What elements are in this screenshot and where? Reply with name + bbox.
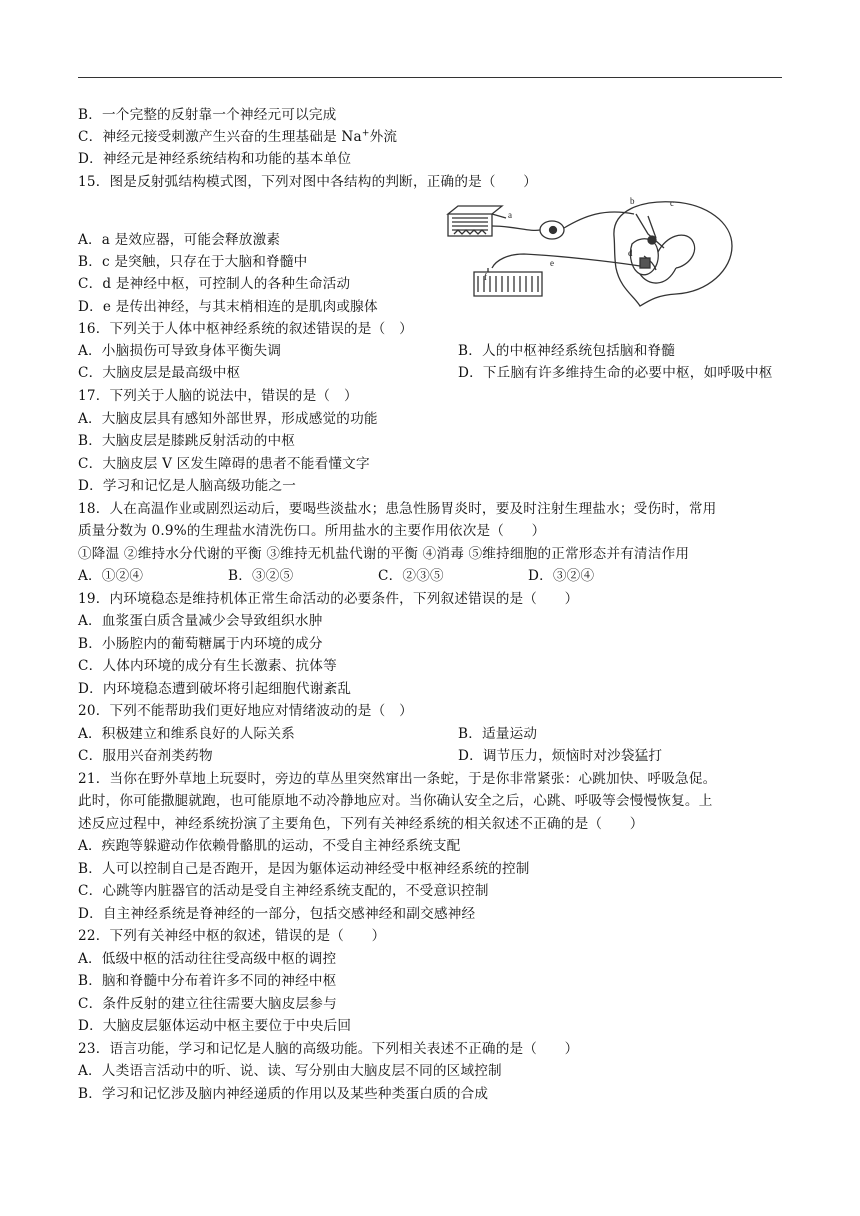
q16-option-d: D．下丘脑有许多维持生命的必要中枢，如呼吸中枢 [458, 365, 773, 381]
q17-option-c: C．大脑皮层 V 区发生障碍的患者不能看懂文字 [78, 456, 370, 472]
q19-option-c: C．人体内环境的成分有生长激素、抗体等 [78, 658, 337, 674]
q20-option-d: D．调节压力，烦恼时对沙袋猛打 [458, 748, 663, 764]
q16-option-b: B．人的中枢神经系统包括脑和脊髓 [458, 343, 676, 359]
q14c-text-end: 外流 [369, 129, 398, 145]
q21-option-d: D．自主神经系统是脊神经的一部分，包括交感神经和副交感神经 [78, 906, 476, 922]
q22-stem: 22．下列有关神经中枢的叙述，错误的是（ ） [78, 928, 386, 944]
q16-stem: 16．下列关于人体中枢神经系统的叙述错误的是（ ） [78, 321, 413, 337]
q19-option-a: A．血浆蛋白质含量减少会导致组织水肿 [78, 613, 323, 629]
q19-option-d: D．内环境稳态遭到破坏将引起细胞代谢紊乱 [78, 681, 352, 697]
q21-stem-1: 21．当你在野外草地上玩耍时，旁边的草丛里突然窜出一条蛇，于是你非常紧张：心跳加快、呼吸急促。 [78, 771, 717, 787]
q18-option-d: D．③②④ [528, 568, 595, 584]
q14-option-b: B．一个完整的反射靠一个神经元可以完成 [78, 107, 337, 123]
q22-option-c: C．条件反射的建立往往需要大脑皮层参与 [78, 996, 337, 1012]
q20-stem: 20．下列不能帮助我们更好地应对情绪波动的是（ ） [78, 703, 413, 719]
fig-label-a: a [508, 210, 512, 220]
q18-options [78, 566, 595, 586]
q15-option-c: C．d 是神经中枢，可控制人的各种生命活动 [78, 276, 351, 292]
fig-label-c: c [670, 198, 674, 208]
q21-stem-2: 此时，你可能撒腿就跑，也可能原地不动冷静地应对。当你确认安全之后，心跳、呼吸等会慢慢恢复。上 [78, 793, 713, 809]
q20-options-cd [78, 746, 663, 766]
q16-option-c: C．大脑皮层是最高级中枢 [78, 365, 241, 381]
q16-options-ab [78, 341, 676, 361]
q14c-text: C．神经元接受刺激产生兴奋的生理基础是 Na [78, 129, 362, 145]
q18-stem-2: 质量分数为 0.9%的生理盐水清洗伤口。所用盐水的主要作用依次是（ ） [78, 523, 546, 539]
q23-option-a: A．人类语言活动中的听、说、读、写分别由大脑皮层不同的区域控制 [78, 1063, 502, 1079]
q21-option-a: A．疾跑等躲避动作依赖骨骼肌的运动，不受自主神经系统支配 [78, 838, 461, 854]
q19-option-b: B．小肠腔内的葡萄糖属于内环境的成分 [78, 636, 323, 652]
q15-option-a: A．a 是效应器，可能会释放激素 [78, 232, 281, 248]
q18-stem-3: ①降温 ②维持水分代谢的平衡 ③维持无机盐代谢的平衡 ④消毒 ⑤维持细胞的正常形态并有清洁作用 [78, 546, 690, 562]
q17-option-d: D．学习和记忆是人脑高级功能之一 [78, 478, 297, 494]
q23-option-b: B．学习和记忆涉及脑内神经递质的作用以及某些种类蛋白质的合成 [78, 1086, 489, 1102]
q15-option-d: D．e 是传出神经，与其末梢相连的是肌肉或腺体 [78, 299, 378, 315]
q20-options-ab [78, 724, 538, 744]
q14-option-d: D．神经元是神经系统结构和功能的基本单位 [78, 151, 352, 167]
q16-options-cd [78, 363, 773, 383]
q17-stem: 17．下列关于人脑的说法中，错误的是（ ） [78, 388, 358, 404]
q14c-superscript: + [361, 128, 370, 139]
q17-option-b: B．大脑皮层是膝跳反射活动的中枢 [78, 433, 296, 449]
q20-option-b: B．适量运动 [458, 726, 538, 742]
reflex-arc-figure [444, 196, 734, 308]
fig-label-d: d [628, 248, 633, 258]
fig-label-e: e [550, 258, 554, 268]
q21-stem-3: 述反应过程中，神经系统扮演了主要角色，下列有关神经系统的相关叙述不正确的是（ ） [78, 816, 644, 832]
q17-option-a: A．大脑皮层具有感知外部世界，形成感觉的功能 [78, 411, 378, 427]
q15-stem: 15．图是反射弧结构模式图，下列对图中各结构的判断，正确的是（ ） [78, 174, 538, 190]
q22-option-d: D．大脑皮层躯体运动中枢主要位于中央后回 [78, 1018, 352, 1034]
q22-option-a: A．低级中枢的活动往往受高级中枢的调控 [78, 951, 337, 967]
q20-option-c: C．服用兴奋剂类药物 [78, 748, 213, 764]
header-rule [78, 77, 782, 78]
fig-label-b: b [630, 196, 635, 206]
q18-option-c: C．②③⑤ [378, 568, 444, 584]
q19-stem: 19．内环境稳态是维持机体正常生命活动的必要条件，下列叙述错误的是（ ） [78, 591, 579, 607]
q22-option-b: B．脑和脊髓中分布着许多不同的神经中枢 [78, 973, 337, 989]
q21-option-c: C．心跳等内脏器官的活动是受自主神经系统支配的，不受意识控制 [78, 883, 489, 899]
q21-option-b: B．人可以控制自己是否跑开，是因为躯体运动神经受中枢神经系统的控制 [78, 861, 530, 877]
q16-option-a: A．小脑损伤可导致身体平衡失调 [78, 343, 282, 359]
q18-option-a: A．①②④ [78, 568, 144, 584]
q20-option-a: A．积极建立和维系良好的人际关系 [78, 726, 295, 742]
q15-option-b: B．c 是突触，只存在于大脑和脊髓中 [78, 254, 308, 270]
q18-stem-1: 18．人在高温作业或剧烈运动后，要喝些淡盐水；患急性肠胃炎时，要及时注射生理盐水；受伤时，常用 [78, 501, 717, 517]
q23-stem: 23．语言功能，学习和记忆是人脑的高级功能。下列相关表述不正确的是（ ） [78, 1041, 579, 1057]
fig-label-f: f [484, 272, 487, 282]
q14-option-c [78, 127, 397, 147]
q18-option-b: B．③②⑤ [228, 568, 294, 584]
